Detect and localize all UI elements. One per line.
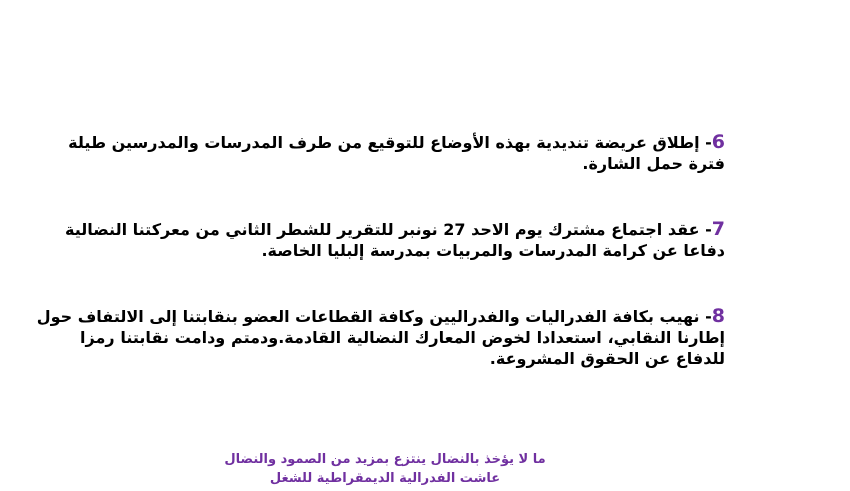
list-item-8-line-1 (36, 305, 725, 327)
footer-slogan-line-2: عاشت الفدرالية الديمقراطية للشغل (269, 471, 501, 486)
list-item-7-line-2: دفاعا عن كرامة المدرسات والمربيات بمدرسة إلبليا الخاصة. (261, 241, 725, 260)
list-item-8-line-3: للدفاع عن الحقوق المشروعة. (489, 349, 725, 368)
footer-slogan-line-1: ما لا يؤخذ بالنضال ينتزع بمزيد من الصمود والنضال (224, 452, 546, 467)
list-item-8-separator: - (699, 307, 712, 326)
list-item-7-number: 7 (711, 218, 725, 240)
list-item-7-line-1 (65, 218, 725, 240)
list-item-7-text-line-1: عقد اجتماع مشترك يوم الاحد 27 نونبر للتقرير للشطر الثاني من معركتنا النضالية (65, 220, 700, 239)
list-item-6 (68, 131, 725, 174)
list-item-6-separator: - (699, 133, 712, 152)
footer-slogan (200, 450, 570, 488)
list-item-8 (36, 305, 725, 369)
list-item-7-separator: - (699, 220, 712, 239)
list-item-7 (65, 218, 725, 261)
list-item-8-text-line-1: نهيب بكافة الفدراليات والفدراليين وكافة القطاعات العضو بنقابتنا إلى الالتفاف حول (36, 307, 700, 326)
list-item-6-number: 6 (711, 131, 725, 153)
list-item-8-number: 8 (711, 305, 725, 327)
list-item-6-line-1 (68, 131, 725, 153)
list-item-8-line-2: إطارنا النقابي، استعدادا لخوض المعارك النضالية القادمة.ودمتم ودامت نقابتنا رمزا (80, 328, 725, 347)
list-item-6-text-line-1: إطلاق عريضة تنديدية بهذه الأوضاع للتوقيع من طرف المدرسات والمدرسين طيلة (68, 133, 700, 152)
list-item-6-line-2: فترة حمل الشارة. (582, 154, 725, 173)
